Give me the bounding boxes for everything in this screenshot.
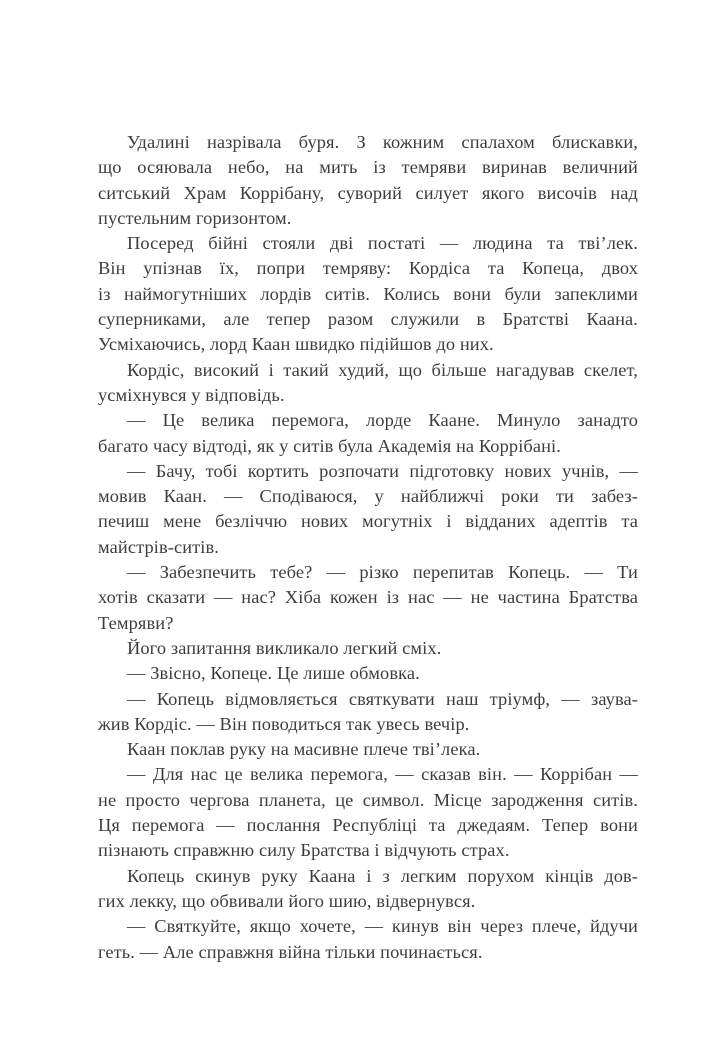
text-line: багато часу відтоді, як у ситів була Академія на Коррібані.	[98, 435, 561, 456]
text-line: суперниками, але тепер разом служили в Братстві Каана.	[98, 309, 638, 330]
text-line: мовив Каан. — Сподіваюся, у найближчі роки ти забез-	[98, 486, 638, 507]
paragraph	[98, 408, 638, 459]
text-line: майстрів-ситів.	[98, 536, 219, 557]
text-line: — Забезпечить тебе? — різко перепитав Копець. — Ти	[127, 562, 638, 583]
text-line: — Святкуйте, якщо хочете, — кинув він через плече, йдучи	[127, 916, 638, 937]
text-line: Він упізнав їх, попри темряву: Кордіса та Копеца, двох	[98, 258, 638, 279]
text-line: гих лекку, що обвивали його шию, відвернувся.	[98, 890, 476, 911]
text-line: пізнають справжню силу Братства і відчують страх.	[98, 840, 510, 861]
paragraph	[98, 459, 638, 560]
text-line: — Копець відмовляється святкувати наш тріумф, — заува-	[127, 688, 638, 709]
text-line: Посеред бійні стояли дві постаті — людина та тві’лек.	[127, 233, 638, 254]
paragraph	[98, 560, 638, 636]
text-line: із наймогутніших лордів ситів. Колись вони були запеклими	[98, 283, 638, 304]
paragraph	[98, 687, 638, 738]
paragraph	[98, 864, 638, 915]
text-line: геть. — Але справжня війна тільки починається.	[98, 941, 483, 962]
page-text	[98, 130, 638, 965]
text-line: жив Кордіс. — Він поводиться так увесь вечір.	[98, 713, 470, 734]
text-line: не просто чергова планета, це символ. Місце зародження ситів.	[98, 789, 638, 810]
text-line: Його запитання викликало легкий сміх.	[127, 637, 442, 658]
text-line: — Це велика перемога, лорде Каане. Минуло занадто	[127, 410, 638, 431]
paragraph	[98, 661, 638, 686]
paragraph	[98, 130, 638, 231]
text-line: — Бачу, тобі кортить розпочати підготовку нових учнів, —	[127, 460, 638, 481]
text-line: що осяювала небо, на мить із темряви виринав величний	[98, 157, 638, 178]
text-line: Темряви?	[98, 612, 174, 633]
text-line: ситський Храм Коррібану, суворий силует якого височів над	[98, 182, 638, 203]
paragraph	[98, 737, 638, 762]
text-line: хотів сказати — нас? Хіба кожен із нас — не частина Братства	[98, 587, 638, 608]
paragraph	[98, 914, 638, 965]
text-line: Копець скинув руку Каана і з легким порухом кінців дов-	[127, 865, 638, 886]
text-line: печиш мене безліччю нових могутніх і відданих адептів та	[98, 511, 638, 532]
paragraph	[98, 762, 638, 863]
text-line: — Звісно, Копеце. Це лише обмовка.	[127, 663, 420, 684]
text-line: Кордіс, високий і такий худий, що більше нагадував скелет,	[127, 359, 638, 380]
text-line: пустельним горизонтом.	[98, 207, 292, 228]
paragraph	[98, 231, 638, 357]
paragraph	[98, 636, 638, 661]
text-line: Ця перемога — послання Республіці та джедаям. Тепер вони	[98, 815, 638, 836]
text-line: Удалині назрівала буря. З кожним спалахом блискавки,	[127, 132, 638, 152]
text-line: — Для нас це велика перемога, — сказав він. — Коррібан —	[127, 764, 638, 785]
text-line: усміхнувся у відповідь.	[98, 384, 285, 405]
text-line: Усміхаючись, лорд Каан швидко підійшов до них.	[98, 334, 494, 355]
paragraph	[98, 358, 638, 409]
text-line: Каан поклав руку на масивне плече тві’лека.	[127, 739, 481, 760]
